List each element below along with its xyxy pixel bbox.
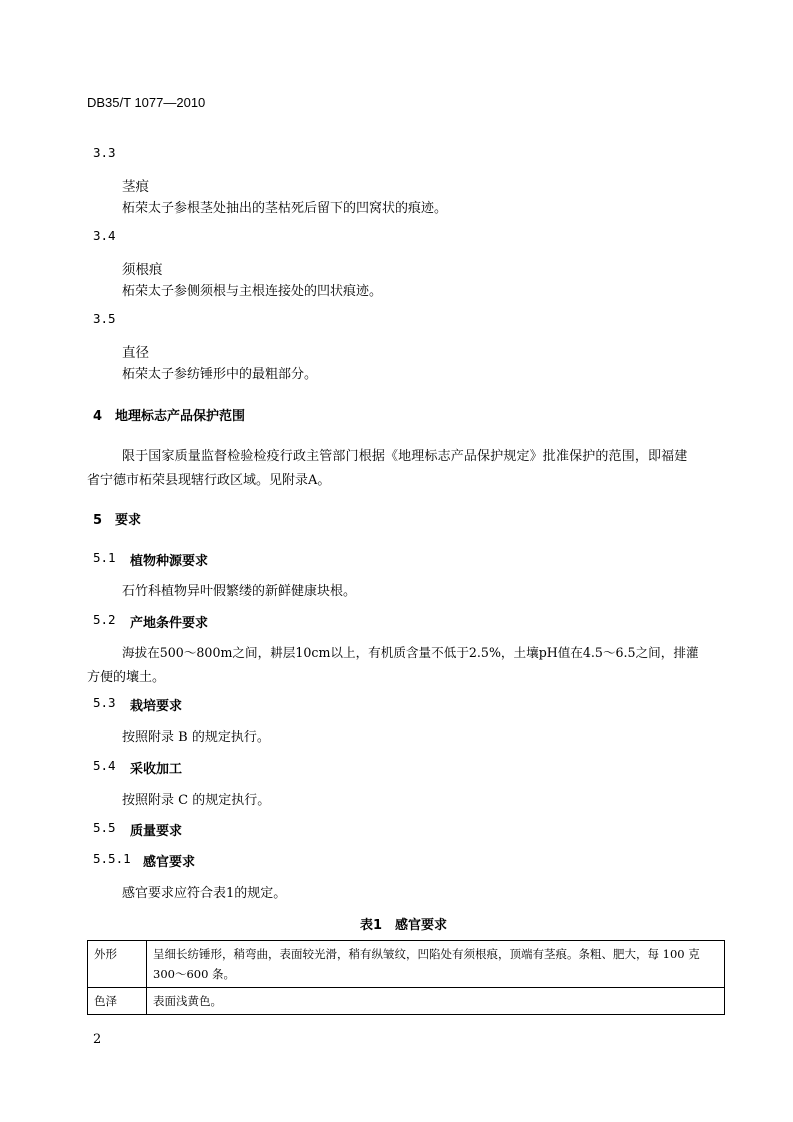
- paragraph-line: 限于国家质量监督检验检疫行政主管部门根据《地理标志产品保护规定》批准保护的范围，即福建: [122, 449, 688, 464]
- table-cell-line: 300～600 条。: [153, 967, 236, 981]
- clause-title: 产地条件要求: [130, 616, 209, 631]
- clause-number: 5.2: [93, 612, 116, 627]
- paragraph-line: 感官要求应符合表1的规定。: [122, 886, 287, 901]
- paragraph-line: 按照附录 C 的规定执行。: [122, 793, 271, 808]
- clause-number: 5.1: [93, 550, 116, 565]
- term-definition: 柘荣太子参纺锤形中的最粗部分。: [122, 367, 318, 382]
- table-cell-line: 呈细长纺锤形，稍弯曲，表面较光滑，稍有纵皱纹，凹陷处有须根痕，顶端有茎痕。条粗、肥大，每 100 克: [153, 947, 700, 961]
- term-definition: 柘荣太子参根茎处抽出的茎枯死后留下的凹窝状的痕迹。: [122, 201, 448, 216]
- clause-title: 感官要求: [143, 855, 196, 870]
- clause-title: 质量要求: [130, 824, 183, 839]
- paragraph-line: 省宁德市柘荣县现辖行政区域。见附录A。: [87, 473, 331, 488]
- term-definition: 柘荣太子参侧须根与主根连接处的凹状痕迹。: [122, 284, 383, 299]
- clause-number: 5.5: [93, 820, 116, 835]
- clause-title: 植物种源要求: [130, 554, 209, 569]
- table-cell-line: 表面浅黄色。: [153, 994, 222, 1008]
- section-heading: 5 要求: [93, 513, 142, 528]
- clause-number: 5.3: [93, 695, 116, 710]
- table-cell-value: [147, 988, 725, 1015]
- clause-number: 5.4: [93, 758, 116, 773]
- term-title: 须根痕: [122, 262, 163, 278]
- page-number: 2: [93, 1032, 102, 1047]
- term-title: 茎痕: [122, 179, 149, 195]
- clause-title: 采收加工: [130, 762, 183, 777]
- clause-number: 3.5: [93, 311, 116, 326]
- clause-number: 3.4: [93, 228, 116, 243]
- paragraph-line: 方便的壤土。: [87, 670, 166, 685]
- table-row: [88, 941, 725, 988]
- clause-number: 3.3: [93, 145, 116, 160]
- paragraph-line: 按照附录 B 的规定执行。: [122, 730, 270, 745]
- term-title: 直径: [122, 345, 149, 361]
- sensory-requirements-table: [87, 940, 725, 1015]
- table-cell-key: 色泽: [88, 988, 147, 1015]
- paragraph-line: 石竹科植物异叶假繁缕的新鲜健康块根。: [122, 584, 357, 599]
- clause-number: 5.5.1: [93, 851, 131, 866]
- document-code: DB35/T 1077—2010: [87, 95, 206, 110]
- clause-title: 栽培要求: [130, 699, 183, 714]
- table-cell-value: [147, 941, 725, 988]
- table-row: [88, 988, 725, 1015]
- table-cell-key: 外形: [88, 941, 147, 988]
- paragraph-line: 海拔在500～800m之间，耕层10cm以上，有机质含量不低于2.5%，土壤pH值在4.5～6.5之间，排灌: [122, 645, 699, 660]
- section-heading: 4 地理标志产品保护范围: [93, 409, 246, 424]
- table-caption: 表1 感官要求: [360, 918, 448, 933]
